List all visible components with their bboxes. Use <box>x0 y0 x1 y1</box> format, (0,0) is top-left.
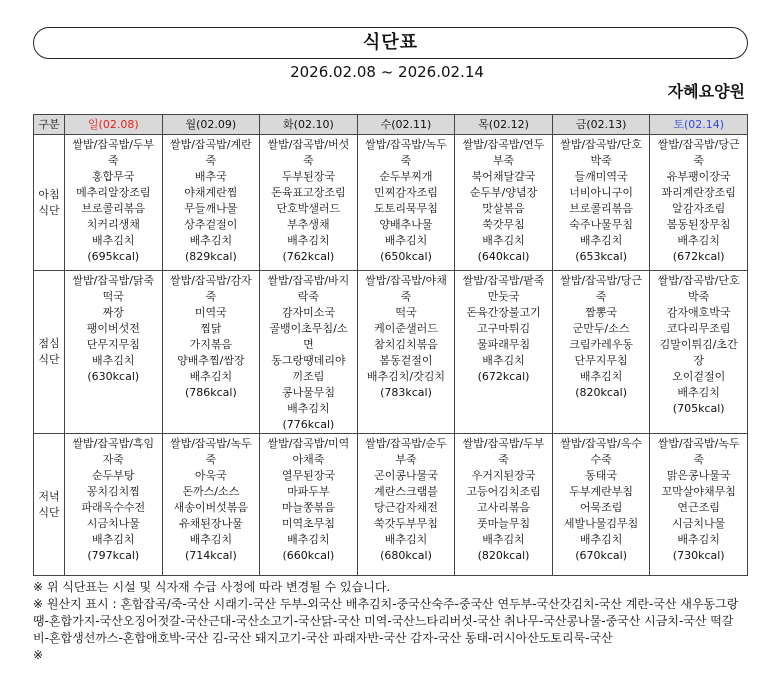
menu-item: 봄동된장무침 <box>666 218 731 231</box>
header-row <box>34 115 748 135</box>
menu-item: 배추김치 <box>189 370 233 383</box>
menu-item: 양배추나물 <box>379 218 433 231</box>
menu-item: 동태국 <box>585 469 618 482</box>
page-title: 식단표 <box>362 32 419 53</box>
menu-item: 시금치나물 <box>672 517 726 530</box>
menu-item: 당근감자채전 <box>374 501 438 514</box>
menu-item: 파래옥수수전 <box>81 501 146 514</box>
menu-item: 쌀밥/잡곡밥/바지락죽 <box>267 274 350 303</box>
menu-cell-lunch-sat <box>650 271 748 434</box>
menu-item: 유채된장나물 <box>178 517 243 530</box>
menu-item: 브로콜리볶음 <box>569 202 633 215</box>
day-header-thu: 목(02.12) <box>455 115 553 135</box>
menu-item: 코다리무조림 <box>666 322 731 335</box>
menu-item: 배추김치 <box>579 533 623 546</box>
menu-cell-dinner-wed <box>357 434 455 576</box>
menu-item: 마파두부 <box>287 485 330 498</box>
calorie-value: (797kcal) <box>87 549 140 562</box>
menu-item: 가지볶음 <box>189 338 233 351</box>
menu-item: 쌀밥/잡곡밥/녹두죽 <box>169 437 252 466</box>
menu-item: 메추리알장조림 <box>76 186 151 199</box>
menu-item: 꼬막살야채무침 <box>661 485 736 498</box>
menu-item: 떡국 <box>395 306 417 319</box>
meal-plan-table <box>33 114 748 576</box>
menu-item: 순두부탕 <box>92 469 135 482</box>
menu-item: 숙주나물무침 <box>569 218 633 231</box>
menu-item: 배추김치 <box>482 234 525 247</box>
calorie-value: (650kcal) <box>380 250 432 263</box>
menu-item: 동그랑땡데리야끼조림 <box>271 354 346 383</box>
menu-item: 배추김치 <box>287 234 330 247</box>
menu-item: 알감자조림 <box>672 202 726 215</box>
calorie-value: (776kcal) <box>282 418 335 431</box>
calorie-value: (829kcal) <box>184 250 237 263</box>
menu-item: 쌀밥/잡곡밥/두부죽 <box>462 437 545 466</box>
menu-item: 치커리생채 <box>86 218 140 231</box>
menu-item: 오이겉절이 <box>672 370 726 383</box>
menu-item: 짬뽕국 <box>585 306 618 319</box>
day-header-tue: 화(02.10) <box>260 115 358 135</box>
menu-cell-dinner-mon <box>162 434 260 576</box>
change-notice: ※ 위 식단표는 시설 및 식자재 수급 사정에 따라 변경될 수 있습니다. <box>33 580 391 594</box>
menu-item: 배추김치 <box>287 402 330 415</box>
calorie-value: (762kcal) <box>282 250 335 263</box>
menu-item: 쌀밥/잡곡밥/순두부죽 <box>365 437 447 466</box>
title-frame <box>33 27 748 59</box>
menu-item: 연근조림 <box>677 501 720 514</box>
origin-notice: ※ 원산지 표시 : 혼합잡곡/죽-국산 시래기-국산 두부-외국산 배추김치-중국산숙주-중국산 연두부-국산갓김치-국산 계란-국산 새우동그랑땡-혼합가지-국산오징어젓갈-국산근대-국산소고기-국산닭-국산 미역-국산느타리버섯-국산 취나무-국산콩나물-중국산 시금치-국산 떡갈비-혼합생선까스-혼합애호박-국산 김-국산 돼지고기-국산 파래자반-국산 감자-국산 동태-러시아산도토리묵-국산 <box>33 597 739 645</box>
calorie-value: (695kcal) <box>87 250 140 263</box>
calorie-value: (660kcal) <box>282 549 335 562</box>
note-mark: ※ <box>33 648 44 662</box>
menu-cell-lunch-thu <box>455 271 553 434</box>
calorie-value: (672kcal) <box>477 370 530 383</box>
menu-item: 순두부/양념장 <box>469 186 538 199</box>
menu-item: 배추김치 <box>287 533 330 546</box>
day-header-sun: 일(02.08) <box>65 115 163 135</box>
menu-cell-lunch-mon <box>162 271 260 434</box>
menu-item: 콩나물무침 <box>281 386 335 399</box>
menu-item: 쌀밥/잡곡밥/단호박죽 <box>560 138 642 167</box>
menu-cell-dinner-fri <box>552 434 650 576</box>
menu-item: 만둣국 <box>487 290 520 303</box>
menu-item: 부추생채 <box>287 218 330 231</box>
menu-item: 들깨미역국 <box>574 170 628 183</box>
lunch-label: 점심 식단 <box>34 271 65 434</box>
menu-item: 배추김치 <box>92 234 135 247</box>
calorie-value: (820kcal) <box>575 386 627 399</box>
calorie-value: (820kcal) <box>477 549 530 562</box>
menu-item: 배추국 <box>194 170 227 183</box>
breakfast-label: 아침 식단 <box>34 135 65 271</box>
facility-name: 자혜요양원 <box>667 82 745 101</box>
menu-item: 새송이버섯볶음 <box>173 501 249 514</box>
menu-item: 쌀밥/잡곡밥/당근죽 <box>560 274 642 303</box>
menu-item: 짜장 <box>102 306 124 319</box>
menu-item: 배추김치 <box>189 533 233 546</box>
menu-item: 쌀밥/잡곡밥/연두부죽 <box>462 138 545 167</box>
menu-item: 쌀밥/잡곡밥/계란죽 <box>169 138 252 167</box>
menu-item: 쑥갓두부무침 <box>374 517 438 530</box>
menu-cell-breakfast-mon <box>162 135 260 271</box>
menu-item: 브로콜리볶음 <box>81 202 146 215</box>
menu-cell-lunch-sun <box>65 271 163 434</box>
lunch-row <box>34 271 748 434</box>
menu-item: 크림카레우동 <box>569 338 633 351</box>
menu-item: 김말이튀김/초간장 <box>659 338 738 367</box>
menu-item: 우거지된장국 <box>471 469 536 482</box>
menu-item: 돈육간장불고기 <box>466 306 541 319</box>
menu-item: 감자애호박국 <box>666 306 731 319</box>
menu-item: 물파래무침 <box>476 338 531 351</box>
calorie-value: (730kcal) <box>672 549 725 562</box>
menu-item: 참치김치볶음 <box>374 338 438 351</box>
menu-item: 열무된장국 <box>281 469 335 482</box>
menu-item: 쌀밥/잡곡밥/단호박죽 <box>657 274 740 303</box>
menu-item: 세발나물김무침 <box>563 517 639 530</box>
menu-item: 민찌감자조림 <box>374 186 438 199</box>
menu-item: 쌀밥/잡곡밥/당근죽 <box>657 138 740 167</box>
menu-item: 배추김치 <box>677 386 720 399</box>
footer-notes <box>33 579 748 664</box>
menu-item: 돈육표고장조림 <box>271 186 346 199</box>
calorie-value: (670kcal) <box>575 549 627 562</box>
menu-item: 배추김치 <box>482 354 525 367</box>
menu-item: 계란스크램블 <box>374 485 438 498</box>
menu-item: 쌀밥/잡곡밥/버섯죽 <box>267 138 350 167</box>
menu-item: 순두부찌개 <box>379 170 433 183</box>
menu-item: 홍합무국 <box>92 170 135 183</box>
menu-item: 쌀밥/잡곡밥/팥죽 <box>462 274 545 287</box>
menu-item: 단무지무침 <box>574 354 628 367</box>
menu-item: 군만두/소스 <box>572 322 630 335</box>
menu-cell-lunch-tue <box>260 271 358 434</box>
menu-item: 마늘쫑볶음 <box>281 501 335 514</box>
menu-item: 떡국 <box>102 290 124 303</box>
menu-item: 배추김치 <box>677 234 720 247</box>
menu-item: 상추겉절이 <box>184 218 238 231</box>
calorie-value: (630kcal) <box>87 370 140 383</box>
date-range: 2026.02.08 ~ 2026.02.14 <box>290 63 484 81</box>
menu-cell-lunch-fri <box>552 271 650 434</box>
menu-item: 고구마튀김 <box>476 322 531 335</box>
menu-item: 고등어김치조림 <box>466 485 541 498</box>
menu-cell-dinner-sun <box>65 434 163 576</box>
menu-item: 배추김치 <box>384 533 428 546</box>
menu-item: 배추김치 <box>677 533 720 546</box>
menu-item: 쌀밥/잡곡밥/야채죽 <box>365 274 447 303</box>
day-header-fri: 금(02.13) <box>552 115 650 135</box>
menu-item: 두부계란부침 <box>569 485 633 498</box>
menu-item: 무들깨나물 <box>184 202 238 215</box>
menu-item: 도토리묵무침 <box>374 202 438 215</box>
menu-cell-breakfast-fri <box>552 135 650 271</box>
dinner-row <box>34 434 748 576</box>
menu-item: 쌀밥/잡곡밥/옥수수죽 <box>560 437 642 466</box>
calorie-value: (653kcal) <box>575 250 627 263</box>
menu-item: 케이준샐러드 <box>374 322 438 335</box>
menu-item: 쌀밥/잡곡밥/미역아채죽 <box>267 437 350 466</box>
dinner-label: 저녁 식단 <box>34 434 65 576</box>
day-header-wed: 수(02.11) <box>357 115 455 135</box>
breakfast-row <box>34 135 748 271</box>
meal-rows <box>34 135 748 576</box>
menu-item: 맛살볶음 <box>482 202 525 215</box>
menu-item: 쌀밥/잡곡밥/흑임자죽 <box>72 437 155 466</box>
menu-item: 고사리볶음 <box>476 501 531 514</box>
calorie-value: (680kcal) <box>380 549 432 562</box>
menu-item: 양배추찜/쌈장 <box>177 354 245 367</box>
menu-item: 유부팽이장국 <box>666 170 731 183</box>
day-header-mon: 월(02.09) <box>162 115 260 135</box>
calorie-value: (640kcal) <box>477 250 530 263</box>
menu-item: 쌀밥/잡곡밥/녹두죽 <box>657 437 740 466</box>
menu-item: 야채계란찜 <box>184 186 238 199</box>
menu-item: 미역국 <box>194 306 227 319</box>
calorie-value: (672kcal) <box>672 250 725 263</box>
menu-cell-dinner-thu <box>455 434 553 576</box>
calorie-value: (705kcal) <box>672 402 725 415</box>
menu-item: 단호박샐러드 <box>276 202 341 215</box>
menu-item: 쑥갓무침 <box>482 218 525 231</box>
calorie-value: (786kcal) <box>184 386 237 399</box>
menu-item: 맑은콩나물국 <box>666 469 731 482</box>
menu-item: 쌀밥/잡곡밥/녹두죽 <box>365 138 447 167</box>
menu-cell-breakfast-thu <box>455 135 553 271</box>
menu-item: 팽이버섯전 <box>86 322 140 335</box>
menu-item: 배추김치 <box>384 234 428 247</box>
calorie-value: (714kcal) <box>184 549 237 562</box>
menu-item: 어묵조림 <box>579 501 623 514</box>
menu-item: 감자미소국 <box>281 306 335 319</box>
menu-item: 쌀밥/잡곡밥/감자죽 <box>169 274 252 303</box>
menu-cell-breakfast-tue <box>260 135 358 271</box>
menu-item: 배추김치 <box>482 533 525 546</box>
menu-item: 아욱국 <box>194 469 227 482</box>
menu-item: 배추김치 <box>92 354 135 367</box>
menu-cell-breakfast-sat <box>650 135 748 271</box>
day-header-sat: 토(02.14) <box>650 115 748 135</box>
calorie-value: (783kcal) <box>380 386 432 399</box>
menu-item: 북어채달걀국 <box>471 170 536 183</box>
menu-item: 두부된장국 <box>281 170 335 183</box>
menu-item: 꽁치김치찜 <box>86 485 140 498</box>
menu-item: 곤이콩나물국 <box>374 469 438 482</box>
menu-item: 골뱅이초무침/소면 <box>269 322 348 351</box>
menu-item: 배추김치 <box>189 234 233 247</box>
menu-cell-breakfast-wed <box>357 135 455 271</box>
category-header: 구분 <box>34 115 65 135</box>
menu-item: 배추김치 <box>579 370 623 383</box>
menu-item: 배추김치 <box>579 234 623 247</box>
menu-cell-lunch-wed <box>357 271 455 434</box>
menu-cell-breakfast-sun <box>65 135 163 271</box>
menu-item: 배추김치 <box>92 533 135 546</box>
menu-item: 너비아니구이 <box>569 186 633 199</box>
menu-item: 시금치나물 <box>86 517 140 530</box>
menu-item: 찜닭 <box>200 322 222 335</box>
menu-item: 미역초무침 <box>281 517 335 530</box>
menu-item: 쌀밥/잡곡밥/닭죽 <box>72 274 155 287</box>
menu-item: 돈까스/소스 <box>182 485 240 498</box>
menu-item: 봄동겉절이 <box>379 354 433 367</box>
menu-item: 꽈리계란장조림 <box>661 186 736 199</box>
menu-item: 배추김치/갓김치 <box>366 370 446 383</box>
menu-item: 단무지무침 <box>86 338 140 351</box>
menu-item: 쌀밥/잡곡밥/두부죽 <box>72 138 155 167</box>
menu-item: 풋마늘무침 <box>476 517 531 530</box>
menu-cell-dinner-sat <box>650 434 748 576</box>
menu-cell-dinner-tue <box>260 434 358 576</box>
